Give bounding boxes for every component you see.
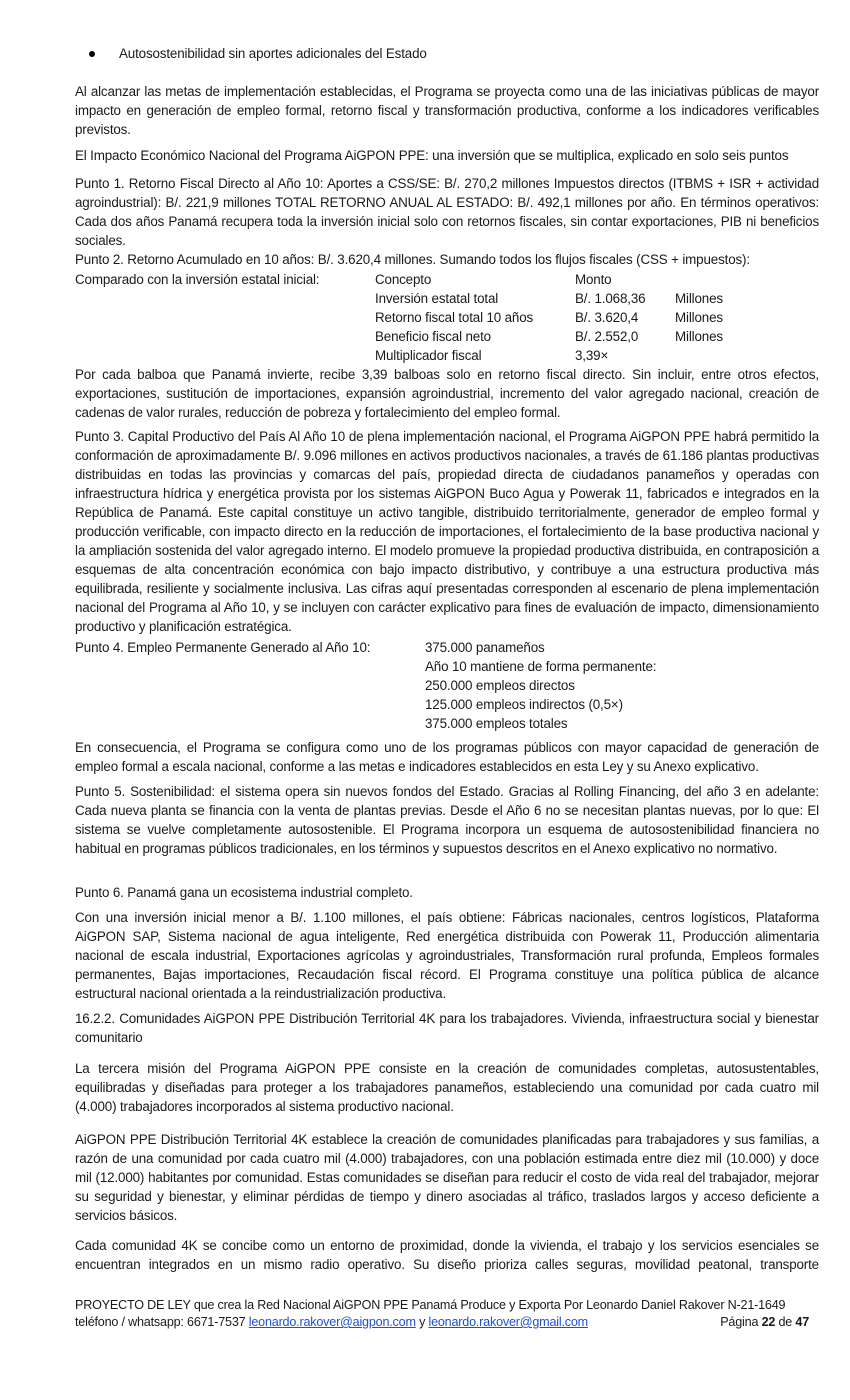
fiscal-table-label: Comparado con la inversión estatal inicial:	[75, 272, 320, 287]
paragraph-cada-comunidad: Cada comunidad 4K se concibe como un entorno de proximidad, donde la vivienda, el trabajo y los servicios esenciales se encuentran integrados en un mismo radio operativo. Su diseño prioriza calles seguras, movilidad peatonal, transporte	[75, 1238, 819, 1272]
email-link-gmail[interactable]: leonardo.rakover@gmail.com	[428, 1315, 588, 1329]
employment-line: 125.000 empleos indirectos (0,5×)	[425, 697, 623, 712]
footer-phone: teléfono / whatsapp: 6671-7537	[75, 1315, 249, 1329]
paragraph-impact-heading: El Impacto Económico Nacional del Programa AiGPON PPE: una inversión que se multiplica, explicado en solo seis puntos	[75, 148, 789, 163]
paragraph-inversion: Con una inversión inicial menor a B/. 1.100 millones, el país obtiene: Fábricas nacionales, centros logísticos, Plataforma AiGPON SAP, Sistema nacional de agua inteligente, Red energética distribuida con Powerak 11, Producción alimentaria nacional de escala industrial, Exportaciones agrícolas y agroindustriales, Transformación rural profunda, Empleos formales permanentes, Bajas importaciones, Recaudación fiscal récord. El Programa constituye una política pública de alcance estructural nacional orientada a la reindustrialización productiva.	[75, 910, 819, 1001]
paragraph-punto-3: Punto 3. Capital Productivo del País Al Año 10 de plena implementación nacional, el Programa AiGPON PPE habrá permitido la conformación de aproximadamente B/. 9.096 millones en activos productivos nacionales, a través de 61.186 plantas productivas distribuidas en todas las provincias y comarcas del país, propiedad directa de ciudadanos panameños y operadas con infraestructura hídrica y energética provista por los sistemas AiGPON Buco Agua y Powerak 11, fabricados e integrados en la República de Panamá. Este capital constituye un activo tangible, distribuido territorialmente, generador de empleo formal y producción verificable, con impacto directo en la reducción de importaciones, el fortalecimiento de la base productiva nacional y la ampliación sostenida del valor agregado interno. El modelo promueve la propiedad productiva distribuida, en contraposición a esquemas de alta concentración económica con bajo impacto distributivo, y contribuye a una estructura productiva más equilibrada, resiliente y socialmente inclusiva. Las cifras aquí presentadas corresponden al escenario de plena implementación nacional del Programa al Año 10, y se incluyen con carácter explicativo para fines de evaluación de impacto, dimensionamiento productivo y planificación estratégica.	[75, 429, 819, 634]
page-footer	[75, 1297, 819, 1331]
employment-label: Punto 4. Empleo Permanente Generado al Año 10:	[75, 640, 371, 655]
employment-line: 375.000 panameños	[425, 640, 545, 655]
paragraph-balboa: Por cada balboa que Panamá invierte, recibe 3,39 balboas solo en retorno fiscal directo. Sin incluir, entre otros efectos, exportaciones, sustitución de importaciones, expansión agroindustrial, incremento del valor agregado nacional, creación de cadenas de valor rurales, reducción de pobreza y fortalecimiento del empleo formal.	[75, 367, 819, 420]
employment-line: 375.000 empleos totales	[425, 716, 568, 731]
bullet-text: Autosostenibilidad sin aportes adicionales del Estado	[119, 46, 427, 61]
bullet-dot-icon	[89, 51, 95, 57]
paragraph-punto-2: Punto 2. Retorno Acumulado en 10 años: B/. 3.620,4 millones. Sumando todos los flujos fiscales (CSS + impuestos):	[75, 252, 750, 267]
paragraph-distribucion-4k: AiGPON PPE Distribución Territorial 4K establece la creación de comunidades planificadas para trabajadores y sus familias, a razón de una comunidad por cada cuatro mil (4.000) trabajadores, con una población estimada entre diez mil (10.000) y doce mil (12.000) habitantes por comunidad. Estas comunidades se diseñan para reducir el costo de vida real del trabajador, mejorar su seguridad y bienestar, y eliminar pérdidas de tiempo y dinero asociadas al tráfico, traslados largos y acceso deficiente a servicios básicos.	[75, 1132, 819, 1223]
page-number	[720, 1314, 809, 1331]
fiscal-row-monto: B/. 1.068,36	[575, 291, 646, 306]
fiscal-row-concepto: Beneficio fiscal neto	[375, 329, 491, 344]
fiscal-row-monto: B/. 2.552,0	[575, 329, 639, 344]
fiscal-row-concepto: Inversión estatal total	[375, 291, 499, 306]
fiscal-row-unidad: Millones	[675, 329, 723, 344]
page-total: 47	[795, 1315, 809, 1329]
employment-block	[75, 638, 819, 733]
fiscal-row-monto: 3,39×	[575, 348, 609, 363]
paragraph-punto-6: Punto 6. Panamá gana un ecosistema industrial completo.	[75, 885, 413, 900]
employment-line: 250.000 empleos directos	[425, 678, 575, 693]
fiscal-table	[75, 270, 819, 365]
fiscal-row-concepto: Multiplicador fiscal	[375, 348, 482, 363]
page-of: de	[775, 1315, 796, 1329]
page-label: Página	[720, 1315, 762, 1329]
fiscal-row-monto: B/. 3.620,4	[575, 310, 639, 325]
footer-contact	[75, 1314, 819, 1331]
fiscal-row-unidad: Millones	[675, 291, 723, 306]
paragraph-punto-5: Punto 5. Sostenibilidad: el sistema opera sin nuevos fondos del Estado. Gracias al Rolling Financing, del año 3 en adelante: Cada nueva planta se financia con la venta de plantas previas. Desde el Año 6 no se necesitan plantas nuevas, por lo que: El sistema se vuelve completamente autosostenible. El Programa incorpora un esquema de autosostenibilidad financiera no habitual en programas públicos tradicionales, en los términos y supuestos descritos en el Anexo explicativo no normativo.	[75, 784, 819, 856]
paragraph-punto-1: Punto 1. Retorno Fiscal Directo al Año 10: Aportes a CSS/SE: B/. 270,2 millones Impuestos directos (ITBMS + ISR + actividad agroindustrial): B/. 221,9 millones TOTAL RETORNO ANUAL AL ESTADO: B/. 492,1 millones por año. En términos operativos: Cada dos años Panamá recupera toda la inversión inicial solo con retornos fiscales, sin contar exportaciones, PIB ni beneficios sociales.	[75, 176, 819, 248]
footer-separator: y	[415, 1315, 429, 1329]
section-heading-16-2-2: 16.2.2. Comunidades AiGPON PPE Distribución Territorial 4K para los trabajadores. Vivienda, infraestructura social y bienestar comunitario	[75, 1011, 819, 1045]
paragraph-tercera-mision: La tercera misión del Programa AiGPON PPE consiste en la creación de comunidades completas, autosustentables, equilibradas y diseñadas para proteger a los trabajadores panameños, estableciendo una comunidad por cada cuatro mil (4.000) trabajadores incorporados al sistema productivo nacional.	[75, 1061, 819, 1114]
fiscal-row-concepto: Retorno fiscal total 10 años	[375, 310, 534, 325]
employment-line: Año 10 mantiene de forma permanente:	[425, 659, 657, 674]
fiscal-row-unidad: Millones	[675, 310, 723, 325]
paragraph-intro: Al alcanzar las metas de implementación establecidas, el Programa se proyecta como una de las iniciativas públicas de mayor impacto en generación de empleo formal, retorno fiscal y transformación productiva, conforme a los indicadores verificables previstos.	[75, 84, 819, 137]
page-current: 22	[761, 1315, 776, 1329]
email-link-aigpon[interactable]: leonardo.rakover@aigpon.com	[248, 1315, 416, 1329]
fiscal-table-header-monto: Monto	[575, 272, 612, 287]
fiscal-table-header-concepto: Concepto	[375, 272, 432, 287]
footer-title: PROYECTO DE LEY que crea la Red Nacional AiGPON PPE Panamá Produce y Exporta Por Leonardo Daniel Rakover N-21-1649	[75, 1298, 786, 1312]
paragraph-consecuencia: En consecuencia, el Programa se configura como uno de los programas públicos con mayor capacidad de generación de empleo formal a escala nacional, conforme a las metas e indicadores establecidos en esta Ley y su Anexo explicativo.	[75, 740, 819, 774]
bullet-item	[89, 44, 427, 63]
